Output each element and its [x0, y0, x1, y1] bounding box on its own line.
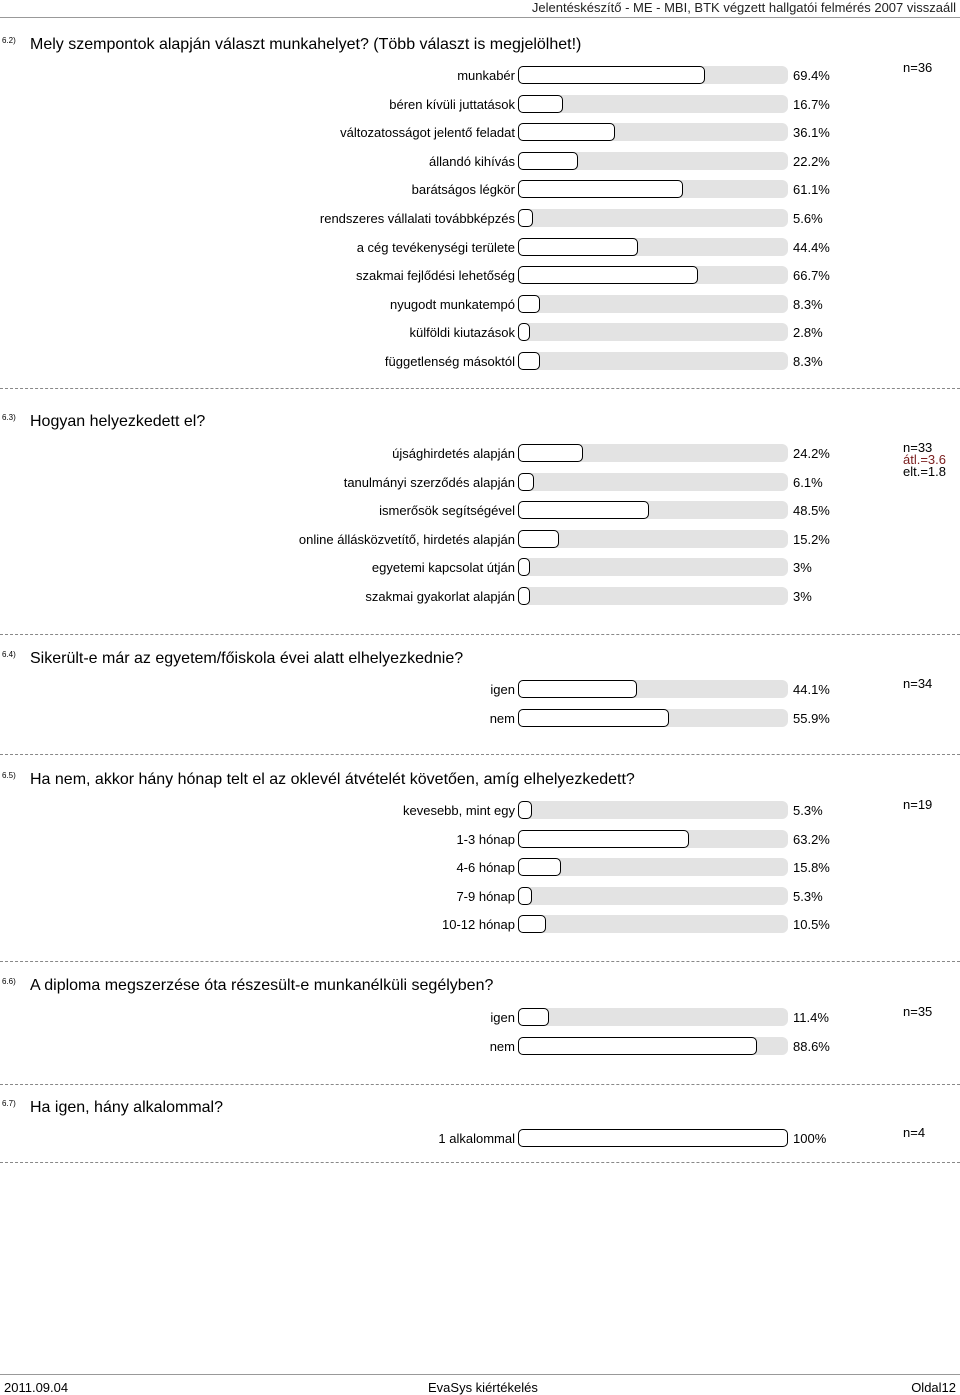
answer-label: 1 alkalommal	[438, 1131, 515, 1146]
percent-bar-fill	[518, 830, 689, 848]
section-divider	[0, 754, 960, 755]
answer-row	[0, 180, 960, 200]
answer-label: rendszeres vállalati továbbképzés	[319, 211, 515, 226]
percent-bar-fill	[518, 709, 669, 727]
answer-percent: 61.1%	[793, 182, 830, 198]
percent-bar-track	[518, 501, 788, 519]
percent-bar-fill	[518, 1129, 788, 1147]
answer-label: online állásközvetítő, hirdetés alapján	[298, 531, 515, 547]
question-title	[30, 771, 635, 789]
percent-bar-track	[518, 95, 788, 113]
section-divider	[0, 634, 960, 635]
answer-row	[0, 238, 960, 258]
stat-n: n=4	[903, 1125, 926, 1140]
percent-bar-fill	[518, 295, 540, 313]
percent-bar-track	[518, 1037, 788, 1055]
footer-date: 2011.09.04	[4, 1380, 69, 1395]
answer-row	[0, 558, 960, 578]
question-number: 6.5)	[2, 771, 16, 780]
percent-bar-fill	[518, 180, 683, 198]
answer-percent: 88.6%	[793, 1038, 830, 1054]
percent-bar-fill	[518, 915, 546, 933]
answer-percent: 44.4%	[793, 239, 830, 255]
percent-bar-fill	[518, 680, 637, 698]
percent-bar-track	[518, 209, 788, 227]
answer-label: 7-9 hónap	[456, 888, 515, 904]
answer-row	[0, 587, 960, 607]
stat-n: n=33	[903, 440, 933, 455]
answer-percent: 44.1%	[793, 682, 830, 697]
answer-percent: 69.4%	[793, 68, 830, 83]
stat-n: n=34	[903, 676, 933, 691]
answer-percent: 48.5%	[793, 503, 830, 519]
answer-row	[0, 915, 960, 935]
percent-bar-track	[518, 887, 788, 905]
question-title-main: Ha igen, hány alkalommal?	[30, 1099, 223, 1116]
answer-percent: 3%	[793, 560, 812, 576]
percent-bar-fill	[518, 473, 534, 491]
answer-label: változatosságot jelentő feladat	[340, 125, 515, 141]
percent-bar-track	[518, 1008, 788, 1026]
answer-percent: 36.1%	[793, 125, 830, 141]
answer-percent: 5.6%	[793, 211, 823, 226]
answer-row	[0, 530, 960, 550]
question-number: 6.2)	[2, 36, 16, 45]
header-divider	[0, 17, 960, 18]
percent-bar-fill	[518, 95, 563, 113]
percent-bar-track	[518, 180, 788, 198]
question-title-rest: az oklevél átvételét követően, amíg elhelyezkedett?	[264, 771, 635, 788]
answer-percent: 5.3%	[793, 888, 823, 904]
answer-label: 4-6 hónap	[456, 860, 515, 876]
percent-bar-track	[518, 238, 788, 256]
question-number: 6.7)	[2, 1099, 16, 1108]
percent-bar-fill	[518, 801, 532, 819]
answer-row	[0, 266, 960, 286]
percent-bar-fill	[518, 1037, 757, 1055]
question-number: 6.4)	[2, 650, 16, 659]
question-title-rest: (Több választ is megjelölhet!)	[368, 36, 582, 53]
answer-label: 10-12 hónap	[441, 917, 515, 933]
percent-bar-track	[518, 352, 788, 370]
answer-percent: 100%	[793, 1131, 827, 1146]
answer-percent: 8.3%	[793, 296, 823, 312]
answer-label: igen	[490, 682, 515, 697]
answer-row	[0, 830, 960, 850]
answer-percent: 8.3%	[793, 354, 823, 369]
percent-bar-track	[518, 558, 788, 576]
answer-percent: 15.8%	[793, 860, 830, 876]
answer-row	[0, 323, 960, 343]
percent-bar-track	[518, 444, 788, 462]
question-title-main: Sikerült-e már az egyetem/főiskola évei alatt elhelyezkednie?	[30, 650, 464, 667]
percent-bar-track	[518, 152, 788, 170]
question-title-main: Hogyan helyezkedett el?	[30, 413, 206, 430]
percent-bar-fill	[518, 266, 698, 284]
percent-bar-fill	[518, 238, 638, 256]
percent-bar-fill	[518, 530, 559, 548]
percent-bar-track	[518, 295, 788, 313]
question-title-main: Ha nem, akkor hány hónap telt el	[30, 771, 265, 788]
answer-label: nem	[489, 1038, 515, 1054]
percent-bar-fill	[518, 323, 530, 341]
percent-bar-fill	[518, 858, 561, 876]
footer-divider	[0, 1374, 960, 1375]
answer-row	[0, 797, 960, 821]
answer-row	[0, 440, 960, 467]
stat-n: n=35	[903, 1004, 933, 1019]
answer-label: béren kívüli juttatások	[389, 96, 515, 112]
percent-bar-fill	[518, 209, 533, 227]
percent-bar-fill	[518, 587, 530, 605]
stat-n: n=19	[903, 797, 933, 812]
answer-label: igen	[490, 1010, 515, 1025]
answer-label: ismerősök segítségével	[379, 503, 515, 519]
answer-row	[0, 1004, 960, 1028]
answer-label: barátságos légkör	[411, 182, 515, 198]
answer-row	[0, 66, 960, 86]
answer-label: külföldi kiutazások	[409, 325, 515, 341]
answer-label: nem	[489, 710, 515, 726]
percent-bar-track	[518, 915, 788, 933]
answer-percent: 10.5%	[793, 917, 830, 933]
question-title	[30, 1099, 223, 1117]
answer-percent: 22.2%	[793, 153, 830, 169]
answer-label: állandó kihívás	[429, 153, 515, 169]
percent-bar-track	[518, 680, 788, 698]
question-number: 6.6)	[2, 977, 16, 986]
answer-label: a cég tevékenységi területe	[356, 239, 515, 255]
percent-bar-fill	[518, 887, 532, 905]
percent-bar-fill	[518, 352, 540, 370]
answer-row	[0, 152, 960, 172]
percent-bar-fill	[518, 501, 649, 519]
report-header-title: Jelentéskészítő - ME - MBI, BTK végzett hallgatói felmérés 2007 visszaáll	[531, 0, 956, 15]
percent-bar-fill	[518, 558, 530, 576]
question-title-main: A diploma megszerzése óta részesült-e munkanélküli segélyben?	[30, 977, 494, 994]
answer-percent: 55.9%	[793, 710, 830, 726]
answer-percent: 66.7%	[793, 268, 830, 284]
answer-percent: 16.7%	[793, 96, 830, 112]
answer-row	[0, 473, 960, 493]
percent-bar-track	[518, 709, 788, 727]
answer-row	[0, 123, 960, 143]
percent-bar-track	[518, 587, 788, 605]
question-title	[30, 413, 205, 431]
stat-n: n=36	[903, 60, 933, 75]
answer-label: szakmai fejlődési lehetőség	[356, 268, 515, 284]
answer-percent: 5.3%	[793, 803, 823, 818]
percent-bar-fill	[518, 1008, 549, 1026]
answer-label: egyetemi kapcsolat útján	[371, 560, 515, 576]
answer-row	[0, 1037, 960, 1057]
answer-row	[0, 709, 960, 729]
answer-label: nyugodt munkatempó	[389, 296, 515, 312]
section-divider	[0, 961, 960, 962]
question-title	[30, 977, 493, 995]
answer-row	[0, 676, 960, 700]
answer-row	[0, 209, 960, 229]
answer-label: tanulmányi szerződés alapján	[343, 474, 515, 490]
answer-percent: 2.8%	[793, 325, 823, 341]
footer-page-number: Oldal12	[911, 1380, 956, 1395]
answer-row	[0, 295, 960, 315]
question-title	[30, 36, 581, 54]
answer-row	[0, 501, 960, 521]
answer-row	[0, 858, 960, 878]
section-divider	[0, 388, 960, 389]
answer-row	[0, 1125, 960, 1149]
percent-bar-track	[518, 66, 788, 84]
answer-label: szakmai gyakorlat alapján	[365, 589, 515, 604]
percent-bar-fill	[518, 66, 705, 84]
answer-percent: 11.4%	[793, 1010, 829, 1025]
percent-bar-track	[518, 801, 788, 819]
answer-row	[0, 352, 960, 372]
percent-bar-track	[518, 530, 788, 548]
answer-percent: 3%	[793, 589, 812, 604]
percent-bar-track	[518, 858, 788, 876]
percent-bar-track	[518, 323, 788, 341]
percent-bar-fill	[518, 123, 615, 141]
answer-label: 1-3 hónap	[456, 831, 515, 847]
answer-percent: 15.2%	[793, 531, 830, 547]
question-number: 6.3)	[2, 413, 16, 422]
stat-deviation: elt.=1.8	[903, 464, 947, 479]
percent-bar-fill	[518, 444, 583, 462]
question-title	[30, 650, 463, 668]
answer-percent: 24.2%	[793, 446, 830, 461]
percent-bar-track	[518, 473, 788, 491]
answer-percent: 6.1%	[793, 474, 823, 490]
answer-label: függetlenség másoktól	[384, 354, 515, 369]
question-title-main: Mely szempontok alapján választ munkahelyet?	[30, 36, 369, 53]
section-divider	[0, 1162, 960, 1163]
footer-center-text: EvaSys kiértékelés	[428, 1380, 538, 1395]
stat-average: átl.=3.6	[903, 452, 947, 467]
answer-label: újsághirdetés alapján	[392, 446, 515, 461]
answer-row	[0, 95, 960, 115]
answer-label: kevesebb, mint egy	[402, 803, 515, 818]
percent-bar-track	[518, 830, 788, 848]
percent-bar-track	[518, 266, 788, 284]
section-divider	[0, 1084, 960, 1085]
percent-bar-track	[518, 1129, 788, 1147]
answer-label: munkabér	[457, 68, 515, 83]
answer-percent: 63.2%	[793, 831, 830, 847]
percent-bar-fill	[518, 152, 578, 170]
answer-row	[0, 887, 960, 907]
percent-bar-track	[518, 123, 788, 141]
